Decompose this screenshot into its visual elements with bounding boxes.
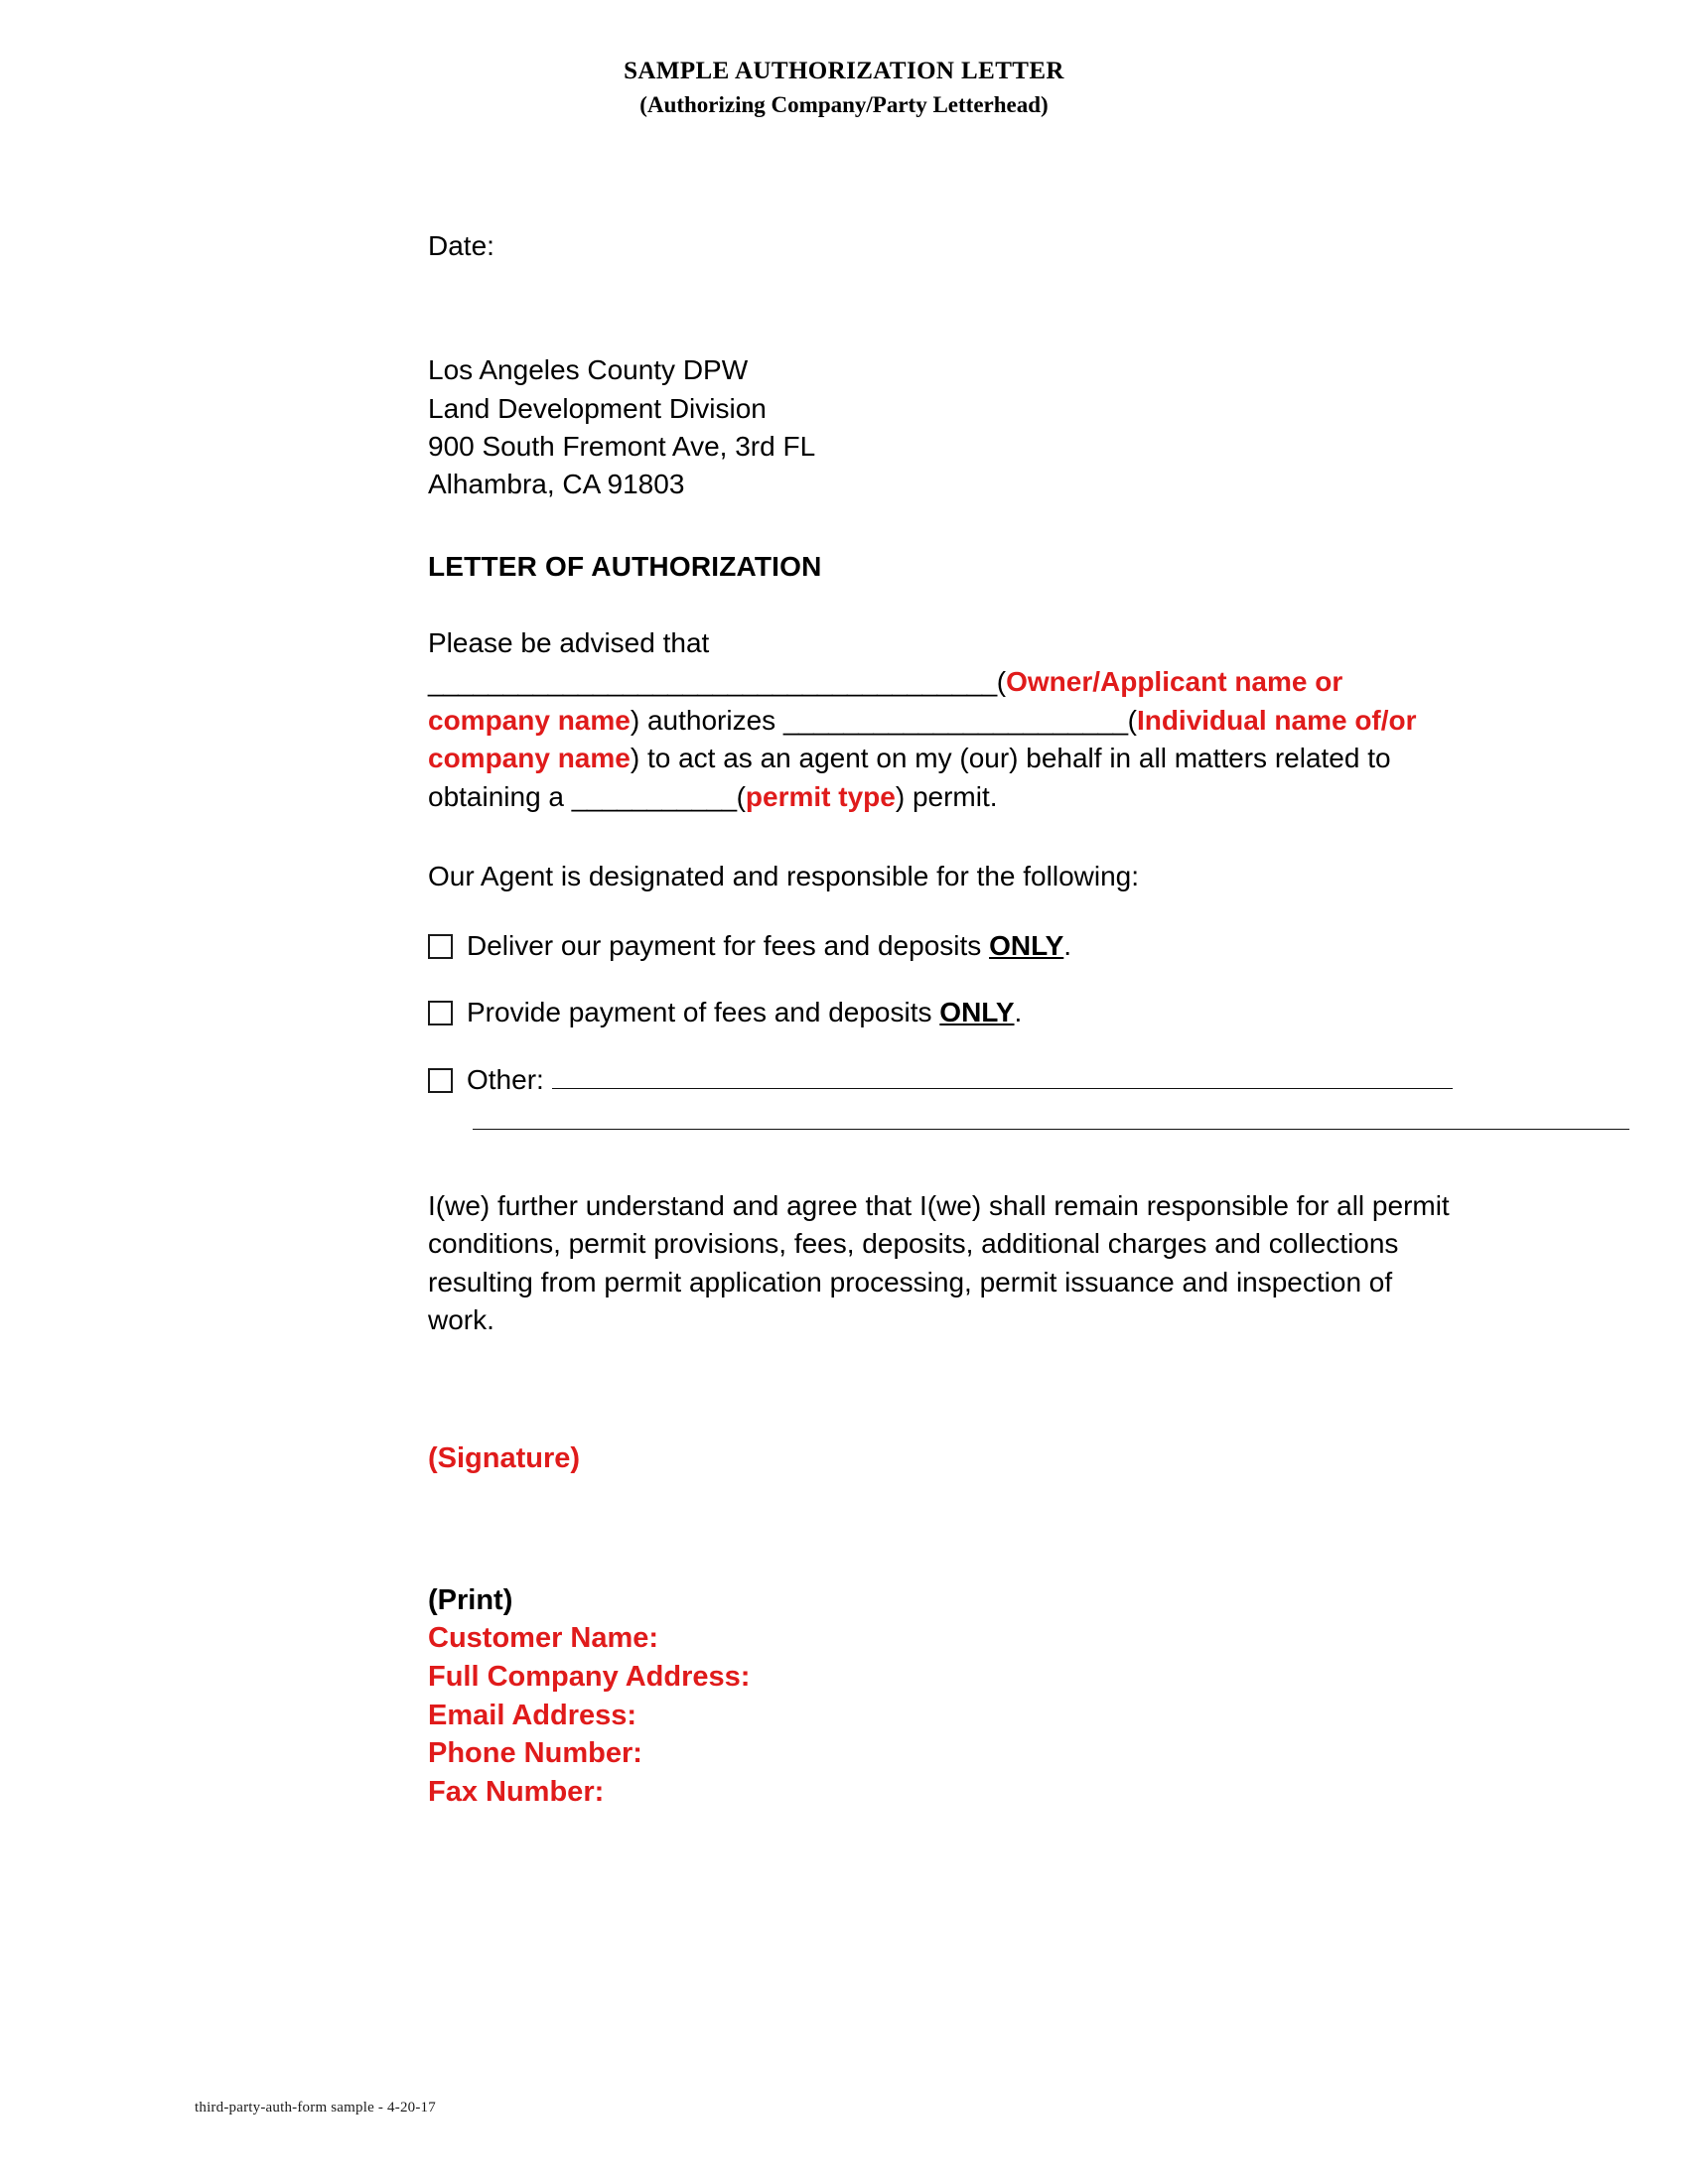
owner-name-blank[interactable]: ______________________________________ bbox=[428, 665, 997, 697]
footer-note: third-party-auth-form sample - 4-20-17 bbox=[195, 2100, 436, 2116]
recipient-line-4: Alhambra, CA 91803 bbox=[428, 469, 685, 500]
permit-type-hint: permit type bbox=[745, 780, 896, 812]
recipient-line-2: Land Development Division bbox=[428, 392, 767, 424]
para1-text-5: ) to act as an agent on my (our) behalf in all matters related to obtaining a bbox=[428, 743, 1391, 812]
print-fields-block bbox=[428, 1581, 1455, 1811]
recipient-line-3: 900 South Fremont Ave, 3rd FL bbox=[428, 431, 816, 463]
checkbox-row-deliver-payment[interactable] bbox=[428, 927, 1455, 965]
other-input-line-continued[interactable] bbox=[473, 1127, 1629, 1130]
checkbox-icon[interactable] bbox=[428, 934, 453, 959]
letter-body bbox=[233, 227, 1455, 1811]
recipient-line-1: Los Angeles County DPW bbox=[428, 354, 749, 386]
owner-name-hint: Owner/Applicant name or company name bbox=[428, 665, 1343, 736]
field-phone-number: Phone Number: bbox=[428, 1737, 642, 1770]
section-title: LETTER OF AUTHORIZATION bbox=[428, 550, 822, 582]
checkbox-label-emphasis: ONLY bbox=[939, 997, 1015, 1028]
checkbox-icon[interactable] bbox=[428, 1001, 453, 1025]
checkbox-row-provide-payment[interactable] bbox=[428, 994, 1455, 1031]
document-title: SAMPLE AUTHORIZATION LETTER bbox=[624, 58, 1064, 84]
agreement-paragraph: I(we) further understand and agree that I(we) shall remain responsible for all permit conditions, permit provisions, fees, deposits, additional charges and collections resulting from permit application processing, permit issuance and inspection of work. bbox=[428, 1189, 1450, 1336]
agent-responsibility-intro: Our Agent is designated and responsible for the following: bbox=[428, 861, 1140, 892]
para1-text-4: ( bbox=[1127, 704, 1137, 736]
checkbox-label-suffix: . bbox=[1063, 929, 1072, 961]
para1-text-6: ( bbox=[736, 780, 746, 812]
checkbox-label: Other: bbox=[467, 1063, 544, 1095]
para1-text-7: ) permit. bbox=[895, 780, 998, 812]
para1-text-2: ( bbox=[996, 665, 1007, 697]
recipient-address bbox=[428, 351, 1455, 503]
field-fax-number: Fax Number: bbox=[428, 1775, 605, 1808]
authorization-paragraph bbox=[428, 624, 1455, 816]
para1-text-3: ) authorizes bbox=[630, 704, 783, 736]
agent-name-blank[interactable]: _______________________ bbox=[782, 704, 1128, 736]
agent-name-hint: Individual name of/or company name bbox=[428, 704, 1417, 774]
para1-text-1: Please be advised that bbox=[428, 627, 710, 659]
permit-type-blank[interactable]: ___________ bbox=[571, 780, 737, 812]
checkbox-label-suffix: . bbox=[1014, 997, 1023, 1028]
date-label: Date: bbox=[428, 229, 494, 261]
checkbox-label-prefix: Provide payment of fees and deposits bbox=[467, 997, 940, 1028]
checkbox-label bbox=[467, 927, 1071, 965]
checkbox-icon[interactable] bbox=[428, 1068, 453, 1093]
signature-label bbox=[428, 1439, 1455, 1478]
other-input-line[interactable] bbox=[552, 1061, 1453, 1089]
print-label: (Print) bbox=[428, 1583, 513, 1616]
signature-label-text: (Signature) bbox=[428, 1442, 581, 1474]
checkbox-label bbox=[467, 994, 1022, 1031]
document-header bbox=[0, 0, 1688, 121]
field-email-address: Email Address: bbox=[428, 1699, 637, 1731]
document-subtitle: (Authorizing Company/Party Letterhead) bbox=[639, 91, 1049, 117]
checkbox-row-other[interactable] bbox=[428, 1061, 1455, 1099]
checkbox-label-prefix: Deliver our payment for fees and deposits bbox=[467, 929, 990, 961]
field-customer-name: Customer Name: bbox=[428, 1622, 659, 1655]
field-company-address: Full Company Address: bbox=[428, 1660, 751, 1693]
checkbox-label-emphasis: ONLY bbox=[989, 929, 1064, 961]
